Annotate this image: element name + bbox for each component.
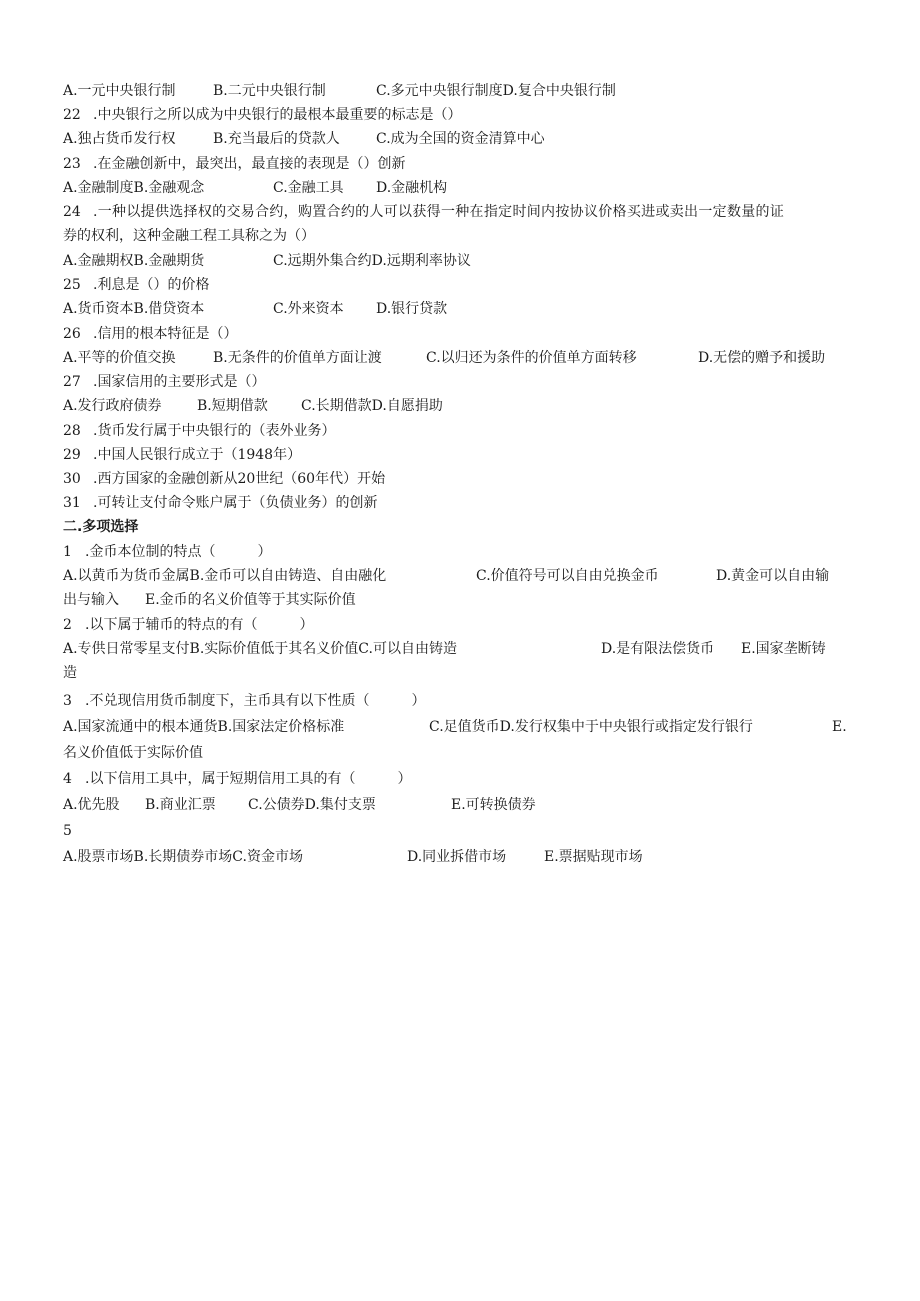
option-abc: A.专供日常零星支付B.实际价值低于其名义价值C.可以自由铸造 bbox=[63, 641, 457, 657]
option-cd: C.公债券D.集付支票 bbox=[248, 797, 376, 813]
option-e: E.可转换债券 bbox=[451, 797, 536, 813]
option-b: B.无条件的价值单方面让渡 bbox=[213, 350, 382, 366]
option-a: A.平等的价值交换 bbox=[63, 350, 176, 366]
option-d: D.金融机构 bbox=[376, 180, 448, 196]
option-c: C.金融工具 bbox=[273, 180, 344, 196]
question-number: 26 bbox=[63, 326, 81, 342]
option-ab: A.货币资本B.借贷资本 bbox=[63, 301, 205, 317]
option-e: E. bbox=[832, 719, 847, 735]
question-number: 3 bbox=[63, 693, 72, 709]
option-d: D.无偿的赠予和援助 bbox=[698, 350, 826, 366]
question-text: .西方国家的金融创新从20世纪（60年代）开始 bbox=[93, 471, 386, 487]
question-text: .不兑现信用货币制度下，主币具有以下性质（ ） bbox=[85, 693, 426, 709]
option-a: A.一元中央银行制 bbox=[63, 83, 176, 99]
option-cd: C.远期外集合约D.远期利率协议 bbox=[273, 253, 471, 269]
option-ab: A.以黄币为货币金属B.金币可以自由铸造、自由融化 bbox=[63, 568, 387, 584]
question-number: 28 bbox=[63, 423, 81, 439]
question-text: .利息是（）的价格 bbox=[93, 277, 210, 293]
option-abc: A.股票市场B.长期债券市场C.资金市场 bbox=[63, 849, 303, 865]
option-d: D.同业拆借市场 bbox=[407, 849, 507, 865]
option-a: A.优先股 bbox=[63, 797, 120, 813]
option-e: E.票据贴现市场 bbox=[544, 849, 643, 865]
question-number: 2 bbox=[63, 617, 72, 633]
question-text-continued: 券的权利，这种金融工程工具称之为（） bbox=[63, 228, 315, 244]
question-number: 31 bbox=[63, 495, 81, 511]
option-c: C.成为全国的资金清算中心 bbox=[376, 131, 545, 147]
question-text: .以下属于辅币的特点的有（ ） bbox=[85, 617, 314, 633]
option-c: C.多元中央银行制度D.复合中央银行制 bbox=[376, 83, 616, 99]
question-number: 4 bbox=[63, 771, 72, 787]
option-e-continued: 名义价值低于实际价值 bbox=[63, 745, 203, 761]
option-c: C.外来资本 bbox=[273, 301, 344, 317]
question-text: .国家信用的主要形式是（） bbox=[93, 374, 266, 390]
option-b: B.充当最后的贷款人 bbox=[213, 131, 340, 147]
option-ab: A.金融期权B.金融期货 bbox=[63, 253, 205, 269]
question-number: 5 bbox=[63, 823, 72, 839]
option-e: E.国家垄断铸 bbox=[741, 641, 826, 657]
option-a: A.独占货币发行权 bbox=[63, 131, 176, 147]
question-text: .信用的根本特征是（） bbox=[93, 326, 238, 342]
option-d: D.是有限法偿货币 bbox=[601, 641, 715, 657]
option-b: B.短期借款 bbox=[197, 398, 268, 414]
question-number: 29 bbox=[63, 447, 81, 463]
question-number: 1 bbox=[63, 544, 72, 560]
question-number: 22 bbox=[63, 107, 81, 123]
question-text: .以下信用工具中，属于短期信用工具的有（ ） bbox=[85, 771, 412, 787]
question-text: .可转让支付命令账户属于（负债业务）的创新 bbox=[93, 495, 378, 511]
option-c: C.以归还为条件的价值单方面转移 bbox=[426, 350, 637, 366]
question-text: .一种以提供选择权的交易合约，购置合约的人可以获得一种在指定时间内按协议价格买进或卖出一定数量的证 bbox=[93, 204, 785, 220]
question-text: .中央银行之所以成为中央银行的最根本最重要的标志是（） bbox=[93, 107, 462, 123]
option-d-continued: 出与输入 bbox=[63, 592, 119, 608]
option-c: C.价值符号可以自由兑换金币 bbox=[476, 568, 659, 584]
option-d: D.银行贷款 bbox=[376, 301, 448, 317]
option-b: B.二元中央银行制 bbox=[213, 83, 326, 99]
option-d: D.黄金可以自由输 bbox=[716, 568, 830, 584]
option-a: A.发行政府债券 bbox=[63, 398, 162, 414]
question-text: .货币发行属于中央银行的（表外业务） bbox=[93, 423, 336, 439]
option-e-continued: 造 bbox=[63, 665, 77, 681]
question-number: 24 bbox=[63, 204, 81, 220]
option-ab: A.金融制度B.金融观念 bbox=[63, 180, 205, 196]
option-ab: A.国家流通中的根本通货B.国家法定价格标准 bbox=[63, 719, 345, 735]
option-e: E.金币的名义价值等于其实际价值 bbox=[145, 592, 356, 608]
question-number: 23 bbox=[63, 156, 81, 172]
question-text: .金币本位制的特点（ ） bbox=[85, 544, 272, 560]
question-number: 27 bbox=[63, 374, 81, 390]
question-text: .中国人民银行成立于（1948年） bbox=[93, 447, 302, 463]
question-number: 30 bbox=[63, 471, 81, 487]
option-cd: C.长期借款D.自愿捐助 bbox=[301, 398, 443, 414]
option-b: B.商业汇票 bbox=[145, 797, 216, 813]
option-cd: C.足值货币D.发行权集中于中央银行或指定发行银行 bbox=[429, 719, 753, 735]
section-title: 二.多项选择 bbox=[63, 519, 139, 535]
question-text: .在金融创新中，最突出，最直接的表现是（）创新 bbox=[93, 156, 406, 172]
question-number: 25 bbox=[63, 277, 81, 293]
